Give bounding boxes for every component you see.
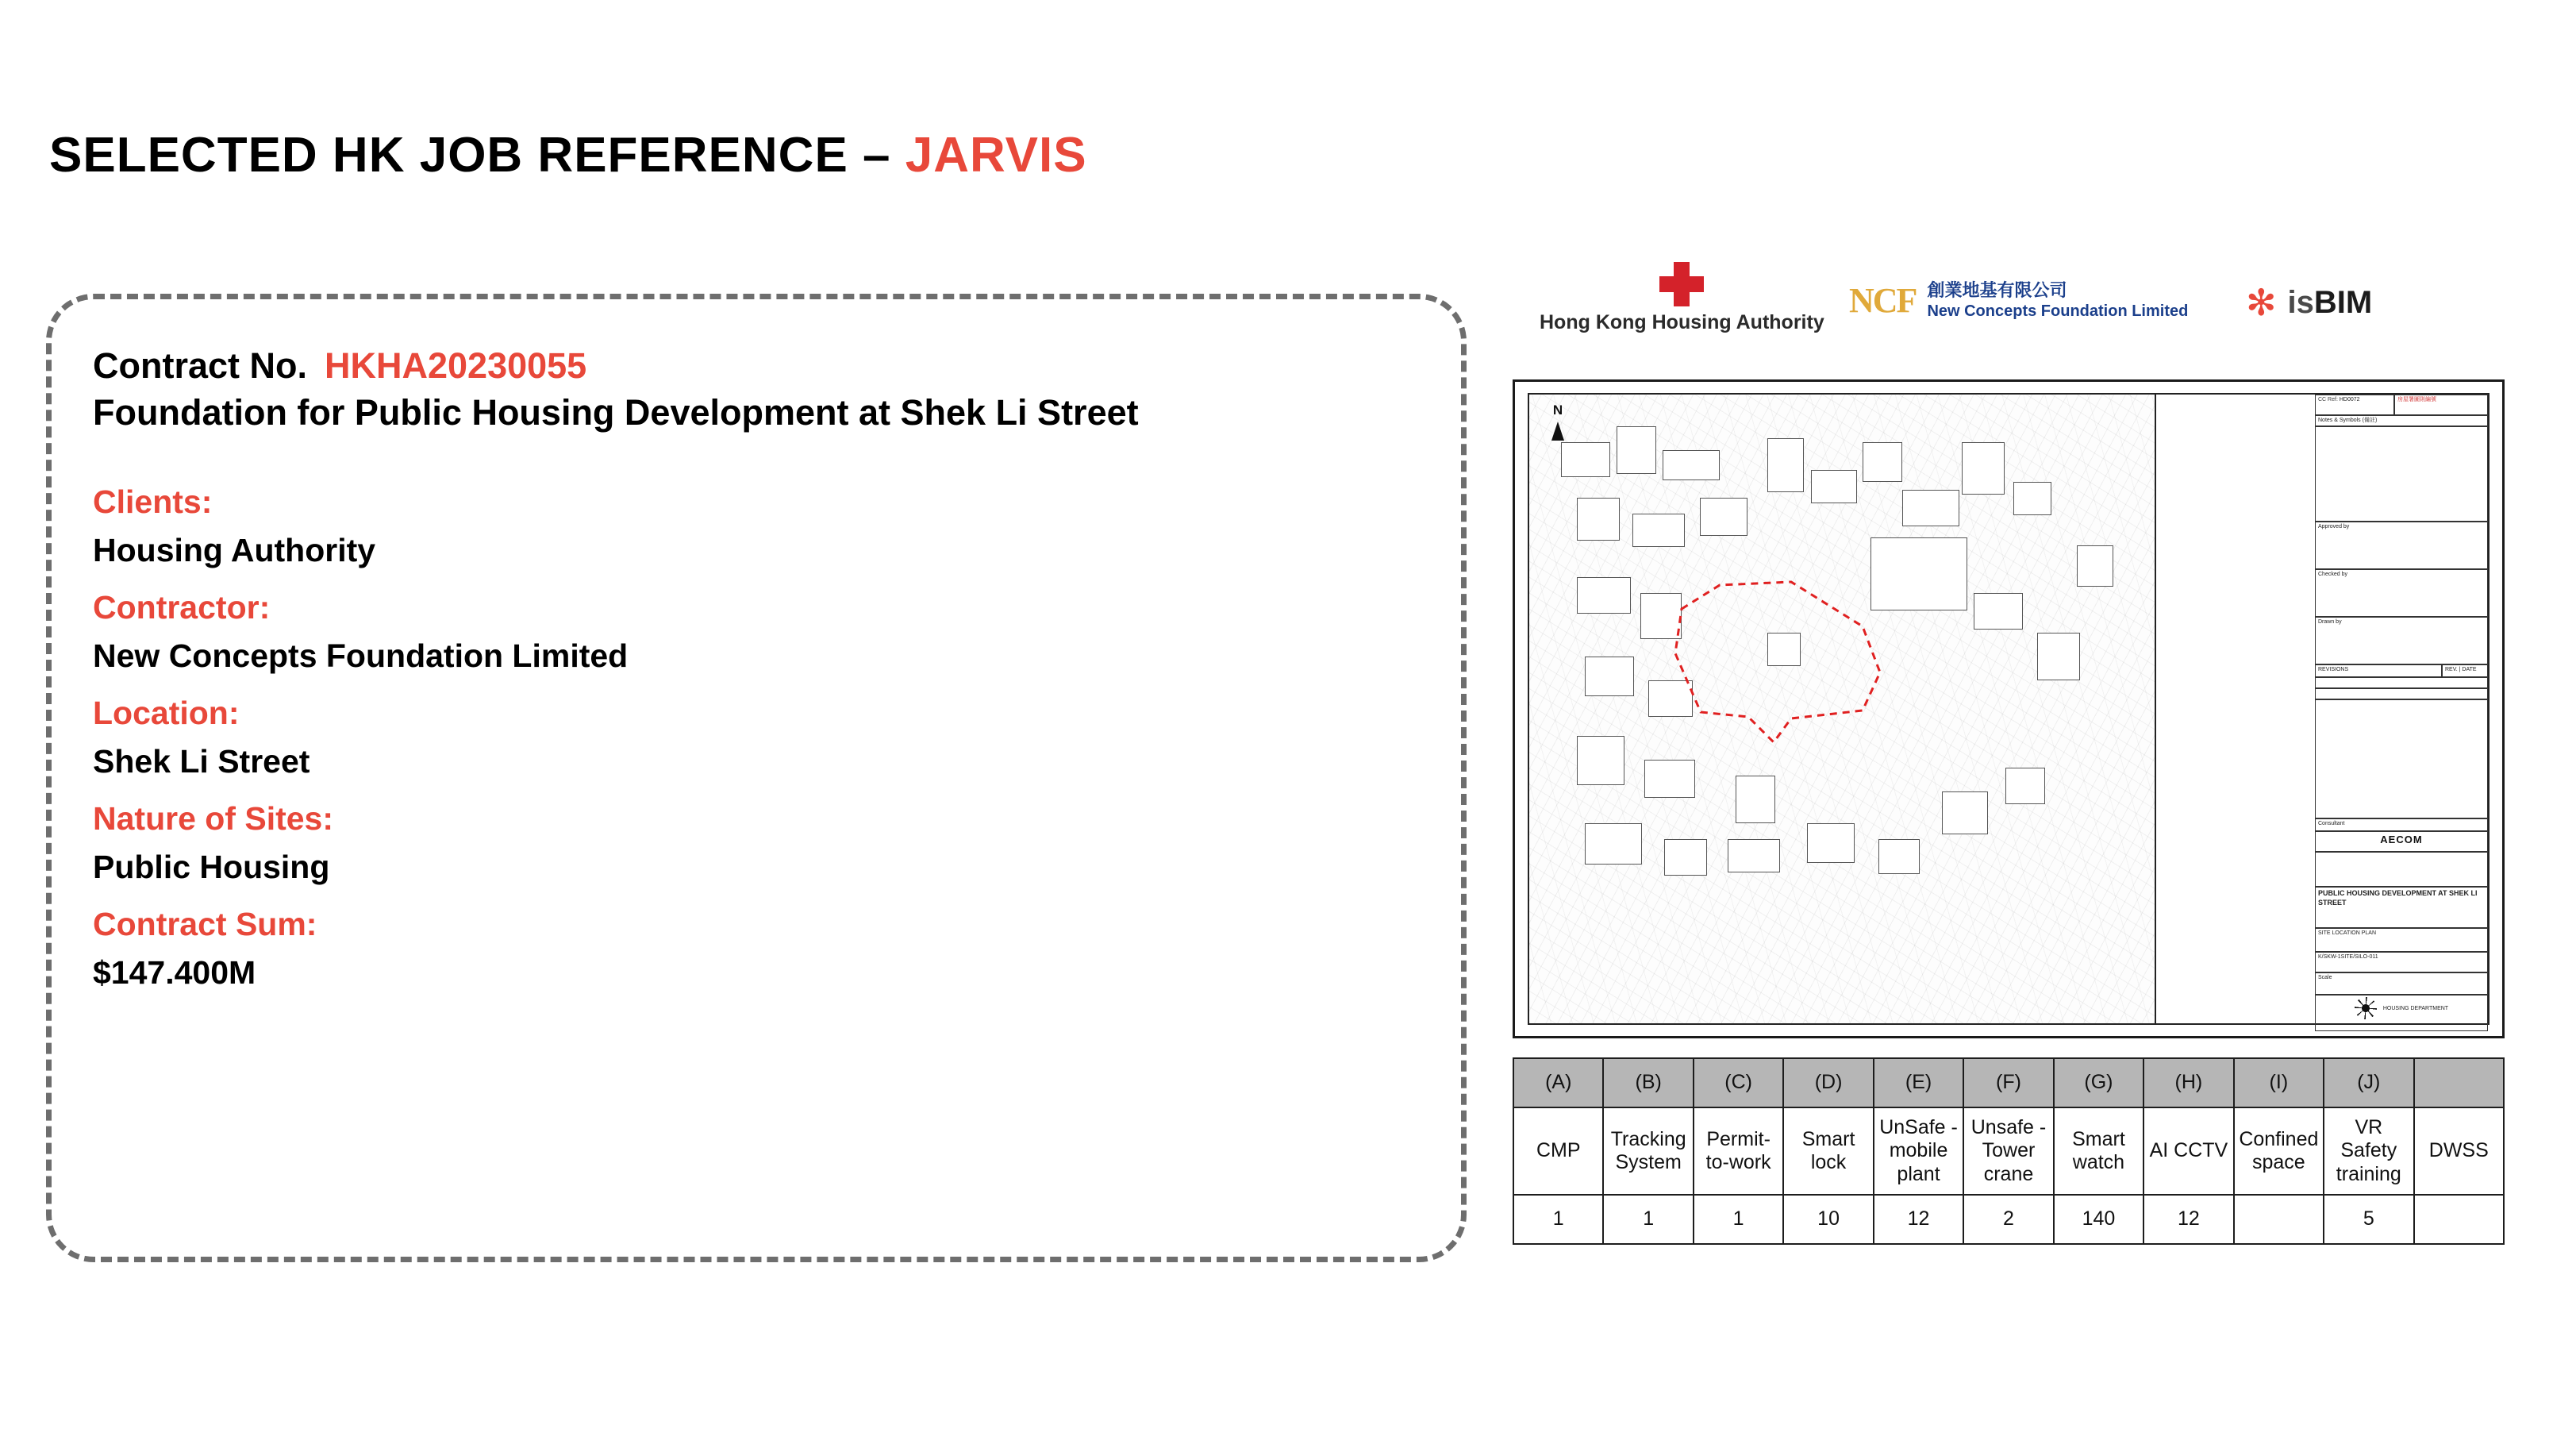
table-cell-label-vr-safety-training: VR Safety training xyxy=(2324,1107,2413,1195)
drawing-title-block xyxy=(2315,395,2488,1023)
table-cell-label-unsafe-mobile-plant: UnSafe - mobile plant xyxy=(1874,1107,1963,1195)
titleblock-consultant-name: AECOM xyxy=(2315,831,2488,852)
hkha-emblem-icon xyxy=(1659,262,1704,306)
table-cell-value-confined-space xyxy=(2234,1195,2324,1244)
table-cell-label-smart-watch: Smart watch xyxy=(2054,1107,2143,1195)
isbim-label-bim: BIM xyxy=(2313,284,2373,320)
north-label: N xyxy=(1552,402,1563,418)
logo-new-concepts-foundation xyxy=(1849,279,2188,322)
titleblock-department xyxy=(2315,995,2488,1031)
table-col-letter-d: (D) xyxy=(1783,1058,1873,1107)
ncf-mark-icon: NCF xyxy=(1849,280,1917,320)
table-col-letter-e: (E) xyxy=(1874,1058,1963,1107)
titleblock-drawing-title: SITE LOCATION PLAN xyxy=(2315,928,2488,952)
table-col-letter-f: (F) xyxy=(1963,1058,2053,1107)
right-column xyxy=(1508,262,2532,1245)
table-cell-value-permit-to-work: 1 xyxy=(1694,1195,1783,1244)
spacer xyxy=(93,437,1429,478)
titleblock-note: Notes & Symbols (備註) xyxy=(2315,415,2488,426)
contract-number-line xyxy=(93,342,1429,389)
site-location-drawing xyxy=(1513,379,2505,1038)
table-cell-value-tracking-system: 1 xyxy=(1603,1195,1693,1244)
isbim-asterisk-icon: ✻ xyxy=(2246,282,2277,323)
titleblock-ref-extra: 房屋署圖則編號 xyxy=(2394,395,2488,415)
table-cell-label-permit-to-work: Permit-to-work xyxy=(1694,1107,1783,1195)
titleblock-spare-area xyxy=(2315,699,2488,818)
site-map xyxy=(1529,395,2156,1023)
table-row-values xyxy=(1513,1195,2504,1244)
titleblock-revision-row-2 xyxy=(2315,688,2488,699)
logo-isbim xyxy=(2246,284,2372,321)
page-title-accent: JARVIS xyxy=(905,128,1087,183)
field-label-contract-sum: Contract Sum: xyxy=(93,905,317,942)
titleblock-scale-row: Scale xyxy=(2315,972,2488,995)
table-col-letter-a: (A) xyxy=(1513,1058,1603,1107)
field-value-location: Shek Li Street xyxy=(93,743,310,780)
titleblock-revisions-cols: REV. | DATE xyxy=(2442,664,2488,677)
field-label-contractor: Contractor: xyxy=(93,588,271,626)
north-arrow-shape xyxy=(1551,420,1565,441)
table-cell-label-unsafe-tower-crane: Unsafe - Tower crane xyxy=(1963,1107,2053,1195)
site-boundary-outline xyxy=(1672,577,1918,752)
government-emblem-icon xyxy=(2355,997,2377,1019)
field-value-contract-sum: $147.400M xyxy=(93,954,256,992)
titleblock-notes-area xyxy=(2315,426,2488,522)
ncf-label xyxy=(1927,279,2188,322)
logo-hong-kong-housing-authority xyxy=(1540,262,1824,334)
table-cell-label-dwss: DWSS xyxy=(2414,1107,2504,1195)
titleblock-consultant-details xyxy=(2315,852,2488,887)
titleblock-block-drawn: Drawn by xyxy=(2315,617,2488,664)
table-cell-value-unsafe-mobile-plant: 12 xyxy=(1874,1195,1963,1244)
table-col-letter-g: (G) xyxy=(2054,1058,2143,1107)
titleblock-project-title: PUBLIC HOUSING DEVELOPMENT AT SHEK LI STREET xyxy=(2315,887,2488,928)
drawing-frame xyxy=(1528,393,2489,1025)
ncf-label-cn: 創業地基有限公司 xyxy=(1927,280,2067,300)
table-cell-label-tracking-system: Tracking System xyxy=(1603,1107,1693,1195)
table-row-labels xyxy=(1513,1107,2504,1195)
field-value-contractor: New Concepts Foundation Limited xyxy=(93,637,629,675)
field-value-nature-of-sites: Public Housing xyxy=(93,849,330,886)
titleblock-revisions-label: REVISIONS xyxy=(2315,664,2442,677)
contract-label: Contract No. xyxy=(93,345,307,386)
table-cell-value-smart-lock: 10 xyxy=(1783,1195,1873,1244)
table-col-letter-h: (H) xyxy=(2143,1058,2233,1107)
table-col-letter-b: (B) xyxy=(1603,1058,1693,1107)
table-cell-value-ai-cctv: 12 xyxy=(2143,1195,2233,1244)
table-cell-value-unsafe-tower-crane: 2 xyxy=(1963,1195,2053,1244)
table-col-letter-last xyxy=(2414,1058,2504,1107)
table-col-letter-i: (I) xyxy=(2234,1058,2324,1107)
titleblock-ref xyxy=(2315,395,2394,415)
titleblock-revision-row-1 xyxy=(2315,677,2488,688)
logo-row xyxy=(1508,262,2532,365)
isbim-label-is: is xyxy=(2287,284,2314,320)
table-cell-label-ai-cctv: AI CCTV xyxy=(2143,1107,2233,1195)
table-cell-label-confined-space: Confined space xyxy=(2234,1107,2324,1195)
table-cell-value-vr-safety-training: 5 xyxy=(2324,1195,2413,1244)
table-cell-label-cmp: CMP xyxy=(1513,1107,1603,1195)
table-col-letter-c: (C) xyxy=(1694,1058,1783,1107)
field-value-clients: Housing Authority xyxy=(93,532,376,569)
field-label-location: Location: xyxy=(93,694,240,731)
field-label-clients: Clients: xyxy=(93,483,213,520)
contract-number: HKHA20230055 xyxy=(325,345,587,386)
table-col-letter-j: (J) xyxy=(2324,1058,2413,1107)
table-cell-label-smart-lock: Smart lock xyxy=(1783,1107,1873,1195)
titleblock-department-label: HOUSING DEPARTMENT xyxy=(2382,1005,2449,1011)
page-title-main: SELECTED HK JOB REFERENCE – xyxy=(49,128,905,183)
hkha-label: Hong Kong Housing Authority xyxy=(1540,311,1824,333)
titleblock-block-checked: Checked by xyxy=(2315,569,2488,617)
titleblock-drawing-number: K/SKW-1SITE/SILO-011 xyxy=(2315,952,2488,972)
table-header-row xyxy=(1513,1058,2504,1107)
project-info-card xyxy=(46,294,1467,1262)
titleblock-consultant-label: Consultant xyxy=(2315,818,2488,831)
field-label-nature-of-sites: Nature of Sites: xyxy=(93,799,333,837)
project-description: Foundation for Public Housing Development at Shek Li Street xyxy=(93,392,1139,433)
titleblock-block-approved: Approved by xyxy=(2315,522,2488,569)
titleblock-ref-label: CC Ref: xyxy=(2318,397,2338,402)
isbim-label xyxy=(2288,285,2373,321)
table-cell-value-cmp: 1 xyxy=(1513,1195,1603,1244)
feature-summary-table xyxy=(1513,1057,2505,1245)
page-title xyxy=(49,127,1087,183)
table-cell-value-dwss xyxy=(2414,1195,2504,1244)
titleblock-ref-value: HD0072 xyxy=(2339,397,2360,402)
ncf-label-en: New Concepts Foundation Limited xyxy=(1927,302,2189,320)
table-cell-value-smart-watch: 140 xyxy=(2054,1195,2143,1244)
